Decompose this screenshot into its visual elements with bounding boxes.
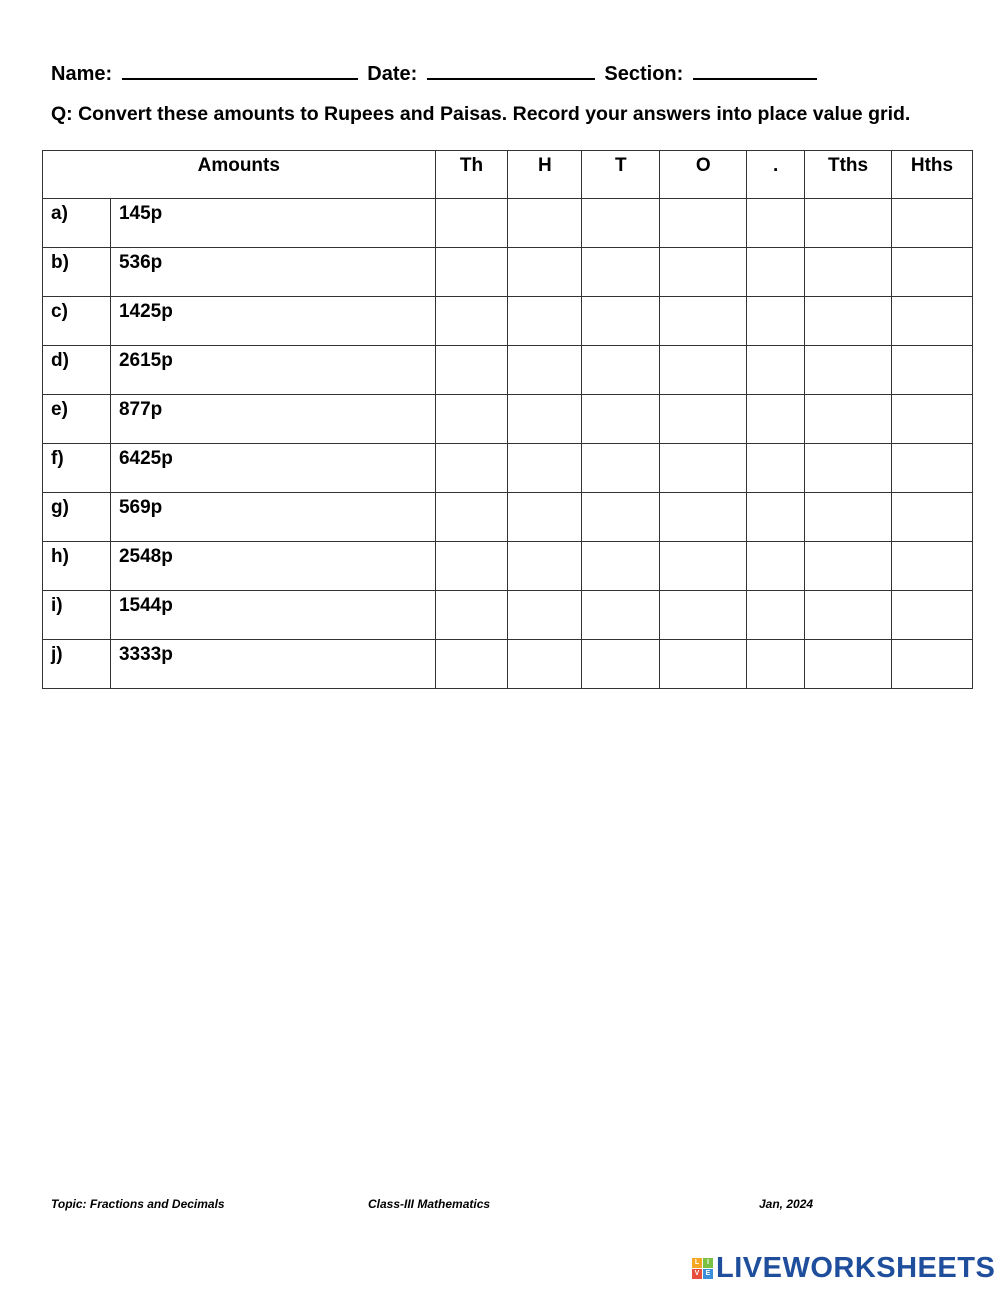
answer-cell-decimal-point[interactable] xyxy=(747,395,805,444)
liveworksheets-logo xyxy=(692,1252,995,1285)
row-amount: 877p xyxy=(110,395,435,444)
row-amount: 536p xyxy=(110,248,435,297)
row-label: h) xyxy=(43,542,111,591)
answer-cell-hundreds[interactable] xyxy=(508,542,582,591)
place-value-grid xyxy=(42,150,973,689)
header-row xyxy=(43,151,973,199)
row-label: a) xyxy=(43,199,111,248)
answer-cell-hundreds[interactable] xyxy=(508,346,582,395)
answer-cell-decimal-point[interactable] xyxy=(747,542,805,591)
table-row xyxy=(43,591,973,640)
answer-cell-tenths[interactable] xyxy=(805,591,892,640)
row-amount: 2615p xyxy=(110,346,435,395)
header-tens: T xyxy=(582,151,660,199)
name-blank[interactable] xyxy=(122,60,358,80)
table-row xyxy=(43,395,973,444)
answer-cell-tenths[interactable] xyxy=(805,297,892,346)
row-amount: 2548p xyxy=(110,542,435,591)
name-label: Name: xyxy=(51,63,113,85)
table-row xyxy=(43,297,973,346)
answer-cell-tenths[interactable] xyxy=(805,493,892,542)
date-label: Date: xyxy=(367,63,418,85)
answer-cell-tens[interactable] xyxy=(582,444,660,493)
answer-cell-hundredths[interactable] xyxy=(892,493,973,542)
date-blank[interactable] xyxy=(427,60,595,80)
answer-cell-hundredths[interactable] xyxy=(892,346,973,395)
answer-cell-ones[interactable] xyxy=(660,444,747,493)
row-label: g) xyxy=(43,493,111,542)
row-label: e) xyxy=(43,395,111,444)
table-row xyxy=(43,346,973,395)
answer-cell-tens[interactable] xyxy=(582,493,660,542)
table-row xyxy=(43,493,973,542)
answer-cell-ones[interactable] xyxy=(660,346,747,395)
answer-cell-hundredths[interactable] xyxy=(892,542,973,591)
logo-mark-square: L xyxy=(692,1258,702,1268)
row-label: c) xyxy=(43,297,111,346)
answer-cell-tenths[interactable] xyxy=(805,640,892,689)
header-tenths: Tths xyxy=(805,151,892,199)
header-thousands: Th xyxy=(435,151,508,199)
liveworksheets-mark-icon xyxy=(692,1258,713,1279)
section-blank[interactable] xyxy=(693,60,817,80)
answer-cell-hundredths[interactable] xyxy=(892,395,973,444)
answer-cell-decimal-point[interactable] xyxy=(747,199,805,248)
section-label: Section: xyxy=(604,63,684,85)
row-label: f) xyxy=(43,444,111,493)
answer-cell-thousands[interactable] xyxy=(435,199,508,248)
answer-cell-hundredths[interactable] xyxy=(892,248,973,297)
student-info-line xyxy=(51,60,821,86)
answer-cell-ones[interactable] xyxy=(660,248,747,297)
header-amounts: Amounts xyxy=(43,151,436,199)
answer-cell-tens[interactable] xyxy=(582,297,660,346)
answer-cell-decimal-point[interactable] xyxy=(747,297,805,346)
answer-cell-tenths[interactable] xyxy=(805,444,892,493)
answer-cell-decimal-point[interactable] xyxy=(747,493,805,542)
table-row xyxy=(43,542,973,591)
answer-cell-hundredths[interactable] xyxy=(892,297,973,346)
row-label: j) xyxy=(43,640,111,689)
logo-mark-square: V xyxy=(692,1269,702,1279)
header-hundreds: H xyxy=(508,151,582,199)
row-amount: 1544p xyxy=(110,591,435,640)
answer-cell-thousands[interactable] xyxy=(435,248,508,297)
logo-mark-square: E xyxy=(703,1269,713,1279)
answer-cell-ones[interactable] xyxy=(660,493,747,542)
answer-cell-tenths[interactable] xyxy=(805,346,892,395)
row-amount: 6425p xyxy=(110,444,435,493)
footer-class: Class-III Mathematics xyxy=(368,1197,491,1211)
question-text: Q: Convert these amounts to Rupees and Paisas. Record your answers into place value grid. xyxy=(51,103,911,125)
answer-cell-tens[interactable] xyxy=(582,395,660,444)
header-ones: O xyxy=(660,151,747,199)
row-label: i) xyxy=(43,591,111,640)
answer-cell-hundreds[interactable] xyxy=(508,199,582,248)
answer-cell-hundredths[interactable] xyxy=(892,640,973,689)
table-row xyxy=(43,640,973,689)
answer-cell-decimal-point[interactable] xyxy=(747,640,805,689)
answer-cell-tens[interactable] xyxy=(582,640,660,689)
row-amount: 569p xyxy=(110,493,435,542)
answer-cell-thousands[interactable] xyxy=(435,542,508,591)
answer-cell-hundreds[interactable] xyxy=(508,248,582,297)
row-amount: 145p xyxy=(110,199,435,248)
answer-cell-hundredths[interactable] xyxy=(892,199,973,248)
answer-cell-ones[interactable] xyxy=(660,297,747,346)
table-row xyxy=(43,248,973,297)
liveworksheets-wordmark: LIVEWORKSHEETS xyxy=(716,1252,996,1284)
answer-cell-tens[interactable] xyxy=(582,346,660,395)
answer-cell-hundreds[interactable] xyxy=(508,297,582,346)
answer-cell-decimal-point[interactable] xyxy=(747,444,805,493)
answer-cell-tens[interactable] xyxy=(582,199,660,248)
answer-cell-hundreds[interactable] xyxy=(508,444,582,493)
header-decimal-point: . xyxy=(747,151,805,199)
row-amount: 1425p xyxy=(110,297,435,346)
answer-cell-thousands[interactable] xyxy=(435,493,508,542)
table-row xyxy=(43,199,973,248)
row-label: d) xyxy=(43,346,111,395)
answer-cell-thousands[interactable] xyxy=(435,297,508,346)
logo-mark-square: I xyxy=(703,1258,713,1268)
answer-cell-ones[interactable] xyxy=(660,199,747,248)
footer-topic: Topic: Fractions and Decimals xyxy=(51,1197,225,1211)
answer-cell-hundreds[interactable] xyxy=(508,493,582,542)
table-row xyxy=(43,444,973,493)
answer-cell-hundreds[interactable] xyxy=(508,395,582,444)
answer-cell-thousands[interactable] xyxy=(435,591,508,640)
answer-cell-hundreds[interactable] xyxy=(508,591,582,640)
answer-cell-tenths[interactable] xyxy=(805,199,892,248)
answer-cell-ones[interactable] xyxy=(660,591,747,640)
answer-cell-tenths[interactable] xyxy=(805,395,892,444)
answer-cell-thousands[interactable] xyxy=(435,640,508,689)
answer-cell-decimal-point[interactable] xyxy=(747,346,805,395)
footer-date: Jan, 2024 xyxy=(759,1197,814,1211)
answer-cell-tens[interactable] xyxy=(582,248,660,297)
answer-cell-thousands[interactable] xyxy=(435,444,508,493)
answer-cell-decimal-point[interactable] xyxy=(747,591,805,640)
answer-cell-decimal-point[interactable] xyxy=(747,248,805,297)
answer-cell-thousands[interactable] xyxy=(435,346,508,395)
answer-cell-ones[interactable] xyxy=(660,542,747,591)
answer-cell-hundredths[interactable] xyxy=(892,591,973,640)
answer-cell-hundreds[interactable] xyxy=(508,640,582,689)
row-label: b) xyxy=(43,248,111,297)
answer-cell-hundredths[interactable] xyxy=(892,444,973,493)
header-hundredths: Hths xyxy=(892,151,973,199)
answer-cell-tenths[interactable] xyxy=(805,248,892,297)
answer-cell-thousands[interactable] xyxy=(435,395,508,444)
answer-cell-ones[interactable] xyxy=(660,640,747,689)
answer-cell-ones[interactable] xyxy=(660,395,747,444)
answer-cell-tenths[interactable] xyxy=(805,542,892,591)
answer-cell-tens[interactable] xyxy=(582,542,660,591)
answer-cell-tens[interactable] xyxy=(582,591,660,640)
row-amount: 3333p xyxy=(110,640,435,689)
